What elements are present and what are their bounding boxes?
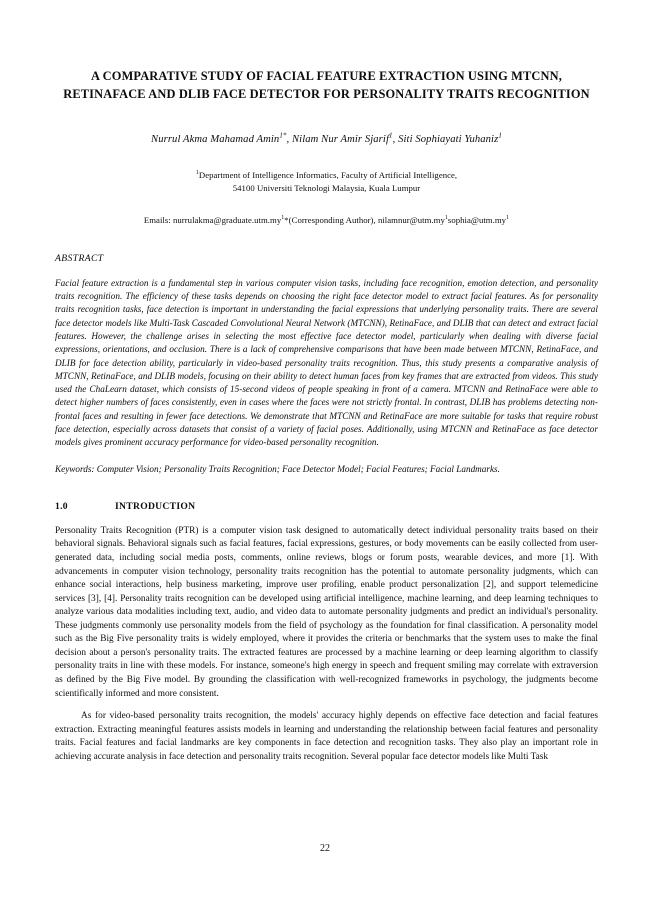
- section-number: 1.0: [55, 500, 68, 512]
- author-list: [55, 133, 598, 147]
- author-3-name: , Siti Sophiayati Yuhaniz: [392, 134, 499, 145]
- section-title: INTRODUCTION: [115, 500, 196, 512]
- email-1-superscript: 1: [281, 215, 285, 222]
- section-heading-introduction: [55, 501, 598, 512]
- abstract-body: Facial feature extraction is a fundamental step in various computer vision tasks, including face recognition, emotion detection, and personality traits recognition. The efficiency of these tasks depends on choosing the right face detector model to extract facial features. As for personality traits recognition tasks, face detection is important in understanding the facial expressions that underlying personality traits. There are several face detector models like Multi-Task Cascaded Convolutional Neural Network (MTCNN), RetinaFace, and DLIB that can detect and extract facial features. However, the challenge arises in selecting the most effective face detector model, particularly when dealing with diverse facial expressions, orientations, and occlusion. There is a lack of comprehensive comparisons that have been made between MTCNN, RetinaFace, and DLIB for face detection ability, particularly in video-based personality traits recognition. Thus, this study presents a comparative analysis of MTCNN, RetinaFace, and DLIB models, focusing on their ability to detect human faces from key frames that are extracted from videos. This study used the ChaLearn dataset, which consists of 15-second videos of people speaking in front of a camera. MTCNN and RetinaFace were able to detect higher numbers of faces consistently, even in cases where the faces were not strictly frontal. In contrast, DLIB has problems detecting non-frontal faces and resulting in fewer face detections. We demonstrate that MTCNN and RetinaFace are more suitable for tasks that require robust face detection, especially across datasets that consist of a variety of facial poses. Additionally, using MTCNN and RetinaFace as face detector models gives prominent accuracy performance for video-based personality recognition.: [55, 277, 598, 448]
- author-3-superscript: 1: [498, 131, 502, 140]
- author-2-superscript: 1: [389, 131, 393, 140]
- email-3-superscript: 1: [506, 215, 510, 222]
- author-1-superscript: 1*: [279, 131, 287, 140]
- affiliation-block: [55, 169, 598, 194]
- email-second[interactable]: nilamnur@utm.my: [377, 215, 445, 226]
- intro-paragraph-1: Personality Traits Recognition (PTR) is a computer vision task designed to automatically detect individual personality traits based on their behavioral signals. Behavioral signals such as facial features, facial expressions, gestures, or body movements can be easily collected from user-generated data, including social media posts, comments, online reviews, blogs or forum posts, wearable devices, and more [1]. With advancements in computer vision technology, personality traits recognition has the potential to automate personality judgments, which can enhance social interactions, help business marketing, improve user profiling, enable product personalization [2], and support telemedicine services [3], [4]. Personality traits recognition can be developed using artificial intelligence, machine learning, and deep learning techniques to analyze various data modalities including text, audio, and video data to automate personality judgments and predict an individual's personality. These judgments commonly use personality models from the field of psychology as the foundation for final classification. A personality model such as the Big Five personality traits is widely employed, where it provides the criteria or benchmarks that the system uses to make the final decision about a person's personality traits. The extracted features are processed by a machine learning or deep learning algorithm to classify personality traits in line with these models. For instance, someone's high energy in speech and frequent smiling may correlate with extraversion as defined by the Big Five model. By grounding the classification with well-recognized frameworks in psychology, the judgments become scientifically informed and more consistent.: [55, 525, 598, 699]
- keywords-block: [55, 463, 598, 476]
- page-number: 22: [320, 843, 330, 854]
- paper-title: A COMPARATIVE STUDY OF FACIAL FEATURE EXTRACTION USING MTCNN, RETINAFACE AND DLIB FACE DETECTOR FOR PERSONALITY TRAITS RECOGNITION: [63, 69, 590, 101]
- keywords-value: Computer Vision; Personality Traits Recognition; Face Detector Model; Facial Features; Facial Landmarks.: [94, 463, 500, 474]
- author-1-name: Nurrul Akma Mahamad Amin: [151, 134, 280, 145]
- email-corresponding[interactable]: nurrulakma@graduate.utm.my: [173, 215, 282, 226]
- intro-paragraph-2: As for video-based personality traits recognition, the models' accuracy highly depends on effective face detection and facial features extraction. Extracting meaningful features assists models in learning and understanding the relationship between facial features and personality traits. Facial features and facial landmarks are key components in face detection and recognition tasks. They also play an important role in achieving accurate analysis in face detection and personality traits recognition. Several popular face detector models like Multi Task: [55, 711, 598, 762]
- email-2-superscript: 1: [444, 215, 448, 222]
- emails-block: [55, 214, 598, 227]
- abstract-heading: ABSTRACT: [55, 252, 104, 264]
- emails-label: Emails:: [143, 215, 173, 226]
- keywords-label: Keywords:: [55, 463, 95, 474]
- affiliation-line-2: 54100 Universiti Teknologi Malaysia, Kuala Lumpur: [232, 182, 421, 193]
- affiliation-superscript: 1: [195, 170, 199, 177]
- email-1-note: *(Corresponding Author),: [284, 215, 378, 226]
- affiliation-line-1: Department of Intelligence Informatics, Faculty of Artificial Intelligence,: [198, 170, 458, 180]
- email-third[interactable]: sophia@utm.my: [447, 215, 507, 226]
- author-2-name: , Nilam Nur Amir Sjarif: [286, 134, 389, 145]
